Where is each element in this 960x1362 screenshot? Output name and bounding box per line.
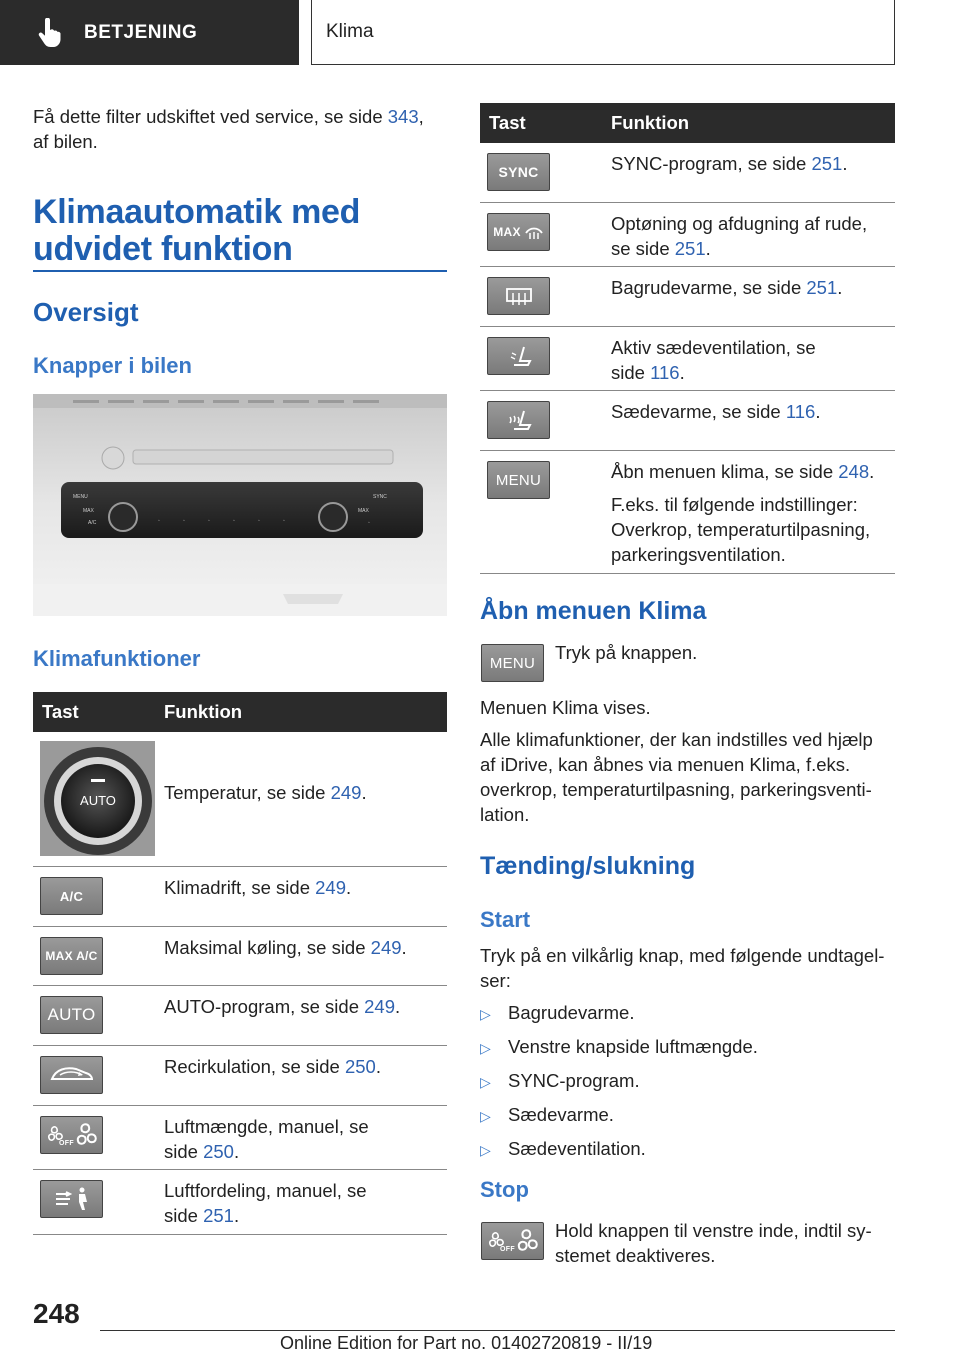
- svg-text:◦: ◦: [183, 518, 185, 524]
- table-row: Aktiv sædeventilation, se side 116.: [480, 327, 895, 391]
- svg-text:◦: ◦: [283, 518, 285, 524]
- heading-onoff: Tænding/slukning: [480, 852, 696, 880]
- svg-text:◦: ◦: [158, 518, 160, 524]
- sync-icon: SYNC: [487, 153, 550, 191]
- ac-icon: A/C: [40, 877, 103, 915]
- hand-pointer-icon: [38, 18, 64, 48]
- menu-button-icon: MENU: [481, 644, 544, 682]
- page-link[interactable]: 249: [370, 937, 402, 958]
- menu-paragraph-2: Alle klimafunktioner, der kan indstilles ved hjælp af iDrive, kan åbnes via menuen Klima, f.eks. overkrop, temperaturtilpasning, parkeringsventi‐ lation.: [480, 729, 873, 825]
- heading-oversigt: Oversigt: [33, 297, 139, 327]
- max-ac-icon: MAX A/C: [40, 937, 103, 975]
- svg-text:MAX: MAX: [83, 508, 94, 514]
- table-row: AUTO Temperatur, se side 249.: [33, 732, 447, 867]
- svg-text:◦: ◦: [208, 518, 210, 524]
- table-header: Tast Funktion: [33, 692, 447, 732]
- max-defrost-icon: MAX: [487, 213, 550, 251]
- footer-rule: [100, 1330, 895, 1331]
- list-item: ▷ Sædevarme.: [480, 1104, 614, 1125]
- page-link[interactable]: 251: [811, 153, 843, 174]
- table-row: Sædevarme, se side 116.: [480, 391, 895, 451]
- seat-ventilation-icon: [487, 337, 550, 375]
- intro-paragraph: Få dette filter udskiftet ved service, se side 343, af bilen.: [33, 106, 424, 152]
- svg-text:OFF: OFF: [58, 1140, 74, 1147]
- list-item: ▷ Sædeventilation.: [480, 1138, 646, 1159]
- heading-menu: Åbn menuen Klima: [480, 597, 707, 625]
- table-row: Luftfordeling, manuel, se side 251.: [33, 1170, 447, 1235]
- table-row: MAX Optøning og afdugning af rude, se side 251.: [480, 203, 895, 267]
- page-link[interactable]: 251: [674, 238, 706, 259]
- fan-off-icon: [481, 1222, 544, 1260]
- svg-text:◦: ◦: [368, 520, 370, 526]
- page-link[interactable]: 249: [315, 877, 347, 898]
- seat-heating-icon: [487, 401, 550, 439]
- section-name: BETJENING: [84, 21, 198, 43]
- svg-text:AUTO: AUTO: [80, 793, 116, 808]
- functions-table-right: [480, 103, 895, 574]
- menu-paragraph-1: Menuen Klima vises.: [480, 697, 651, 718]
- page-link[interactable]: 248: [838, 461, 870, 482]
- list-item: ▷ SYNC-program.: [480, 1070, 640, 1091]
- section-tab: [0, 0, 299, 65]
- heading-knapper: Knapper i bilen: [33, 353, 192, 378]
- page-link[interactable]: 116: [650, 362, 680, 383]
- heading-klimafunktioner: Klimafunktioner: [33, 646, 201, 671]
- menu-press-text: Tryk på knappen.: [555, 642, 698, 663]
- table-row: OFF Luftmængde, manuel, se side 250.: [33, 1106, 447, 1170]
- rear-defrost-icon: [487, 277, 550, 315]
- table-row: MENU Åbn menuen klima, se side 248. F.eks. til følgende indstillinger: Overkrop, temperaturtilpasning, parkeringsventilation.: [480, 451, 895, 574]
- svg-text:OFF: OFF: [499, 1246, 515, 1253]
- menu-icon: MENU: [487, 461, 550, 499]
- svg-text:◦: ◦: [233, 518, 235, 524]
- functions-table-left: [33, 692, 447, 1235]
- table-header: Tast Funktion: [480, 103, 895, 143]
- page-link[interactable]: 249: [364, 996, 396, 1017]
- climate-panel-photo: [33, 394, 447, 616]
- table-row: SYNC SYNC-program, se side 251.: [480, 143, 895, 203]
- page-link[interactable]: 250: [344, 1056, 376, 1077]
- page-number: 248: [33, 1298, 80, 1329]
- svg-text:SYNC: SYNC: [373, 494, 387, 500]
- page-link[interactable]: 250: [203, 1141, 234, 1162]
- svg-text:A/C: A/C: [88, 520, 97, 526]
- table-row: A/C Klimadrift, se side 249.: [33, 867, 447, 927]
- stop-paragraph: Hold knappen til venstre inde, indtil sy‐ stemet deaktiveres.: [555, 1220, 872, 1266]
- start-bullet-list: [480, 1000, 895, 1170]
- start-paragraph: Tryk på en vilkårlig knap, med følgende undtagel‐ ser:: [480, 945, 885, 991]
- temperature-knob-icon: [40, 741, 155, 856]
- page-link[interactable]: 249: [330, 782, 362, 803]
- svg-text:MENU: MENU: [73, 494, 88, 500]
- svg-text:MAX: MAX: [358, 508, 369, 514]
- air-distribution-icon: [40, 1180, 103, 1218]
- page-link[interactable]: 251: [203, 1205, 234, 1226]
- page-link[interactable]: 343: [387, 106, 419, 127]
- fan-icon: [40, 1116, 103, 1154]
- svg-text:◦: ◦: [258, 518, 260, 524]
- table-row: MAX A/C Maksimal køling, se side 249.: [33, 927, 447, 986]
- edition-text: Online Edition for Part no. 01402720819 - II/19: [280, 1333, 653, 1353]
- table-row: Bagrudevarme, se side 251.: [480, 267, 895, 327]
- heading-stop: Stop: [480, 1177, 529, 1202]
- recirculation-icon: [40, 1056, 103, 1094]
- auto-icon: AUTO: [40, 996, 103, 1034]
- chapter-title: Klima: [311, 0, 895, 65]
- list-item: ▷ Bagrudevarme.: [480, 1002, 635, 1023]
- page-link[interactable]: 116: [785, 401, 816, 422]
- table-row: Recirkulation, se side 250.: [33, 1046, 447, 1106]
- heading-rule: [33, 270, 447, 272]
- table-row: AUTO AUTO-program, se side 249.: [33, 986, 447, 1046]
- list-item: ▷ Venstre knapside luftmængde.: [480, 1036, 758, 1057]
- heading-start: Start: [480, 907, 531, 932]
- page-heading: Klimaautomatik med udvidet funktion: [33, 193, 361, 268]
- page-link[interactable]: 251: [806, 277, 838, 298]
